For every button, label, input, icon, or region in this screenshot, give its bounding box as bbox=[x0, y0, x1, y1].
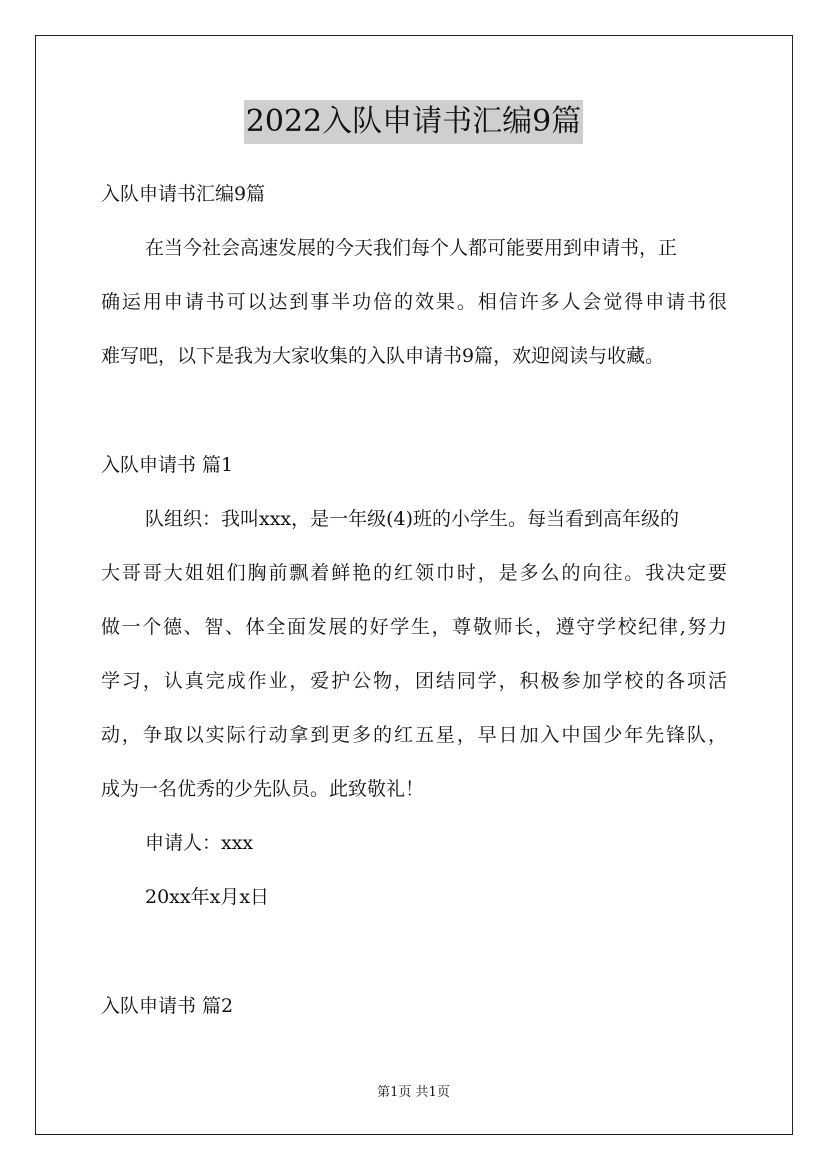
section1-line-6: 成为一名优秀的少先队员。此致敬礼！ bbox=[101, 778, 425, 800]
section1-line-5: 动，争取以实际行动拿到更多的红五星，早日加入中国少年先锋队， bbox=[101, 724, 727, 746]
section1-line-1: 队组织：我叫xxx，是一年级(4)班的小学生。每当看到高年级的 bbox=[145, 508, 680, 530]
title-container bbox=[0, 100, 827, 144]
section1-line-3: 做一个德、智、体全面发展的好学生，尊敬师长，遵守学校纪律,努力 bbox=[101, 616, 727, 638]
document-title: 2022入队申请书汇编9篇 bbox=[244, 100, 583, 144]
section1-line-2: 大哥哥大姐姐们胸前飘着鲜艳的红领巾时，是多么的向往。我决定要 bbox=[101, 562, 727, 584]
section2-heading: 入队申请书 篇2 bbox=[101, 995, 234, 1017]
intro-heading: 入队申请书汇编9篇 bbox=[101, 183, 266, 205]
date: 20xx年x月x日 bbox=[145, 886, 270, 908]
section1-line-4: 学习，认真完成作业，爱护公物，团结同学，积极参加学校的各项活 bbox=[101, 670, 727, 692]
intro-line-1: 在当今社会高速发展的今天我们每个人都可能要用到申请书，正 bbox=[145, 237, 678, 259]
signature: 申请人：xxx bbox=[145, 832, 254, 854]
page-footer: 第1页 共1页 bbox=[377, 1085, 450, 1100]
intro-line-3: 难写吧，以下是我为大家收集的入队申请书9篇，欢迎阅读与收藏。 bbox=[101, 345, 665, 367]
section1-heading: 入队申请书 篇1 bbox=[101, 454, 234, 476]
intro-line-2: 确运用申请书可以达到事半功倍的效果。相信许多人会觉得申请书很 bbox=[101, 291, 727, 313]
